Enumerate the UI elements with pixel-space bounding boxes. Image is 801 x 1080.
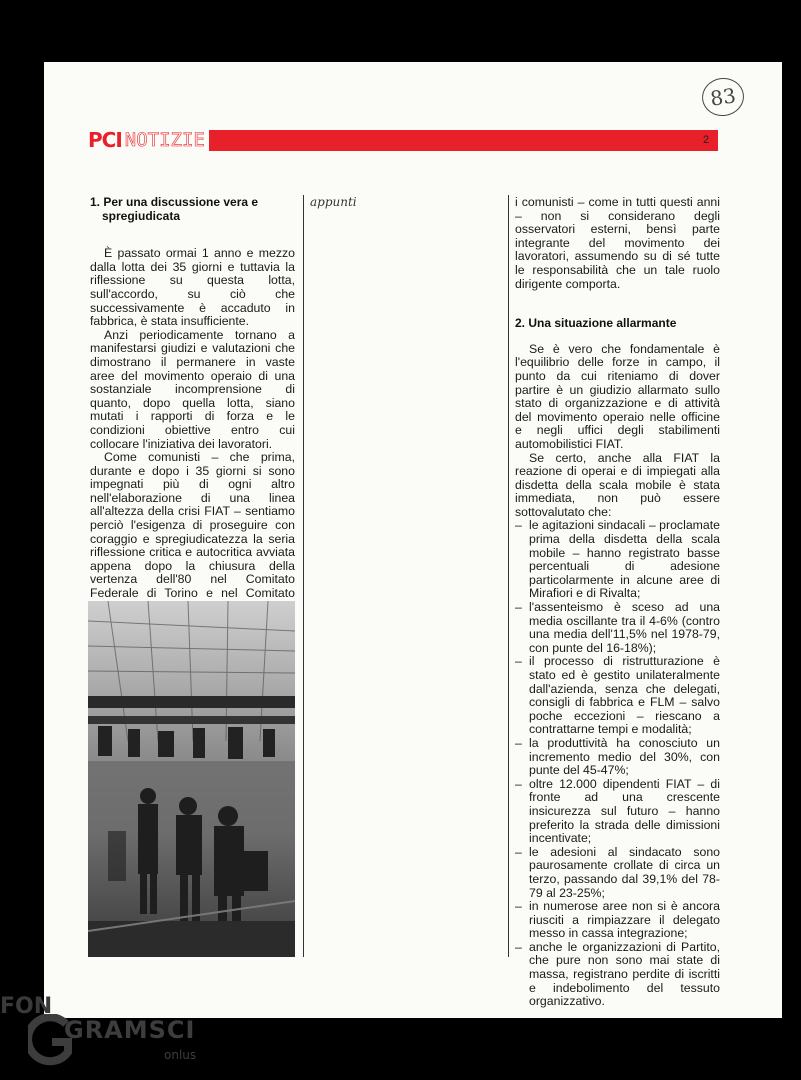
left-column (90, 196, 295, 641)
paragraph: Se è vero che fondamentale è l'equilibrio delle forze in campo, il punto da cui riteniamo di dover partire è un giudizio allarmato sullo stato di organizzazione e di attività del movimento operaio nelle officine e negli uffici degli stabilimenti automobilistici FIAT. (515, 341, 720, 451)
list-item: – oltre 12.000 dipendenti FIAT – di fronte ad una crescente insicurezza sul futuro – hanno preferito la strada delle dimissioni incentivate; (515, 778, 720, 846)
page-number: 2 (703, 134, 710, 146)
list-item: – le adesioni al sindacato sono paurosamente crollate di circa un terzo, passando dal 39,1% del 78-79 al 23-25%; (515, 846, 720, 900)
paragraph: Anzi periodicamente tornano a manifestarsi giudizi e valutazioni che dimostrano il permanere in vaste aree del movimento operaio di una sostanziale incomprensione di quanto, dopo quella lotta, siano mutati i rapporti di forza e le condizioni obiettive entro cui collocare l'iniziativa dei lavoratori. (90, 327, 295, 451)
logo-pci: PCI (88, 128, 122, 152)
paragraph: È passato ormai 1 anno e mezzo dalla lotta dei 35 giorni e tuttavia la riflessione su questa lotta, sull'accordo, su ciò che successivamente è accaduto in fabbrica, è stata insufficiente. (90, 246, 295, 329)
section-1-heading: 1. Per una discussione vera e spregiudicata (90, 195, 259, 223)
watermark-prefix: FON (0, 994, 53, 1019)
handwritten-page-note: 83 (700, 75, 747, 118)
list-item: – anche le organizzazioni di Partito, che pure non sono mai state di massa, registrano perdite di iscritti e indebolimento del tessuto organizzativo. (515, 941, 720, 1009)
section-2-heading: 2. Una situazione allarmante (515, 316, 677, 331)
pci-notizie-logo (86, 130, 209, 151)
list-item: – la produttività ha conosciuto un incremento medio del 30%, con punte del 45-47%; (515, 737, 720, 778)
bullet-list (515, 519, 720, 1008)
factory-photo (88, 601, 295, 957)
list-item: – l'assenteismo è sceso ad una media oscillante tra il 4-6% (contro una media dell'11,5% nel 1978-79, con punte del 16-18%); (515, 601, 720, 655)
watermark-name: GRAMSCI (64, 1016, 196, 1044)
watermark-suffix: onlus (164, 1048, 197, 1062)
assembly-line-image (88, 601, 295, 957)
gramsci-watermark (0, 994, 260, 1080)
list-item: – in numerose aree non si è ancora riusciti a rimpiazzare il delegato messo in cassa integrazione; (515, 900, 720, 941)
paragraph: i comunisti – come in tutti questi anni – non si considerano degli osservatori esterni, bensì parte integrante del movimento dei lavoratori, assumendo su di sé tutte le responsabilità che un tale ruolo dirigente comporta. (515, 195, 720, 291)
paragraph: Come comunisti – che prima, durante e dopo i 35 giorni si sono impegnati più di ogni altro nell'elaborazione di una linea all'altezza della crisi FIAT – sentiamo perciò l'esigenza di proseguire con coraggio e spregiudicatezza la seria riflessione critica e autocritica avviata appena dopo la chiusura della vertenza dell'80 nel Comitato Federale di Torino e nel Comitato (90, 450, 295, 601)
list-item: – il processo di ristrutturazione è stato ed è gestito unilateralmente dall'azienda, senza che delegati, consigli di fabbrica e FLM – salvo poche eccezioni – riescano a contrattarne tempi e modalità; (515, 655, 720, 737)
right-column (515, 196, 720, 1009)
paragraph: Se certo, anche alla FIAT la reazione di operai e di impiegati alla disdetta della scala mobile è stata immediata, non può essere sottovalutato che: (515, 450, 720, 519)
column-divider-right (508, 195, 509, 957)
list-item: – le agitazioni sindacali – proclamate prima della disdetta della scala mobile – hanno registrato basse percentuali di adesione particolarmente in alcune aree di Mirafiori e di Rivalta; (515, 519, 720, 601)
margin-label-appunti: appunti (310, 195, 357, 209)
column-divider-left (303, 195, 304, 957)
logo-notizie: NOTIZIE (124, 129, 205, 151)
